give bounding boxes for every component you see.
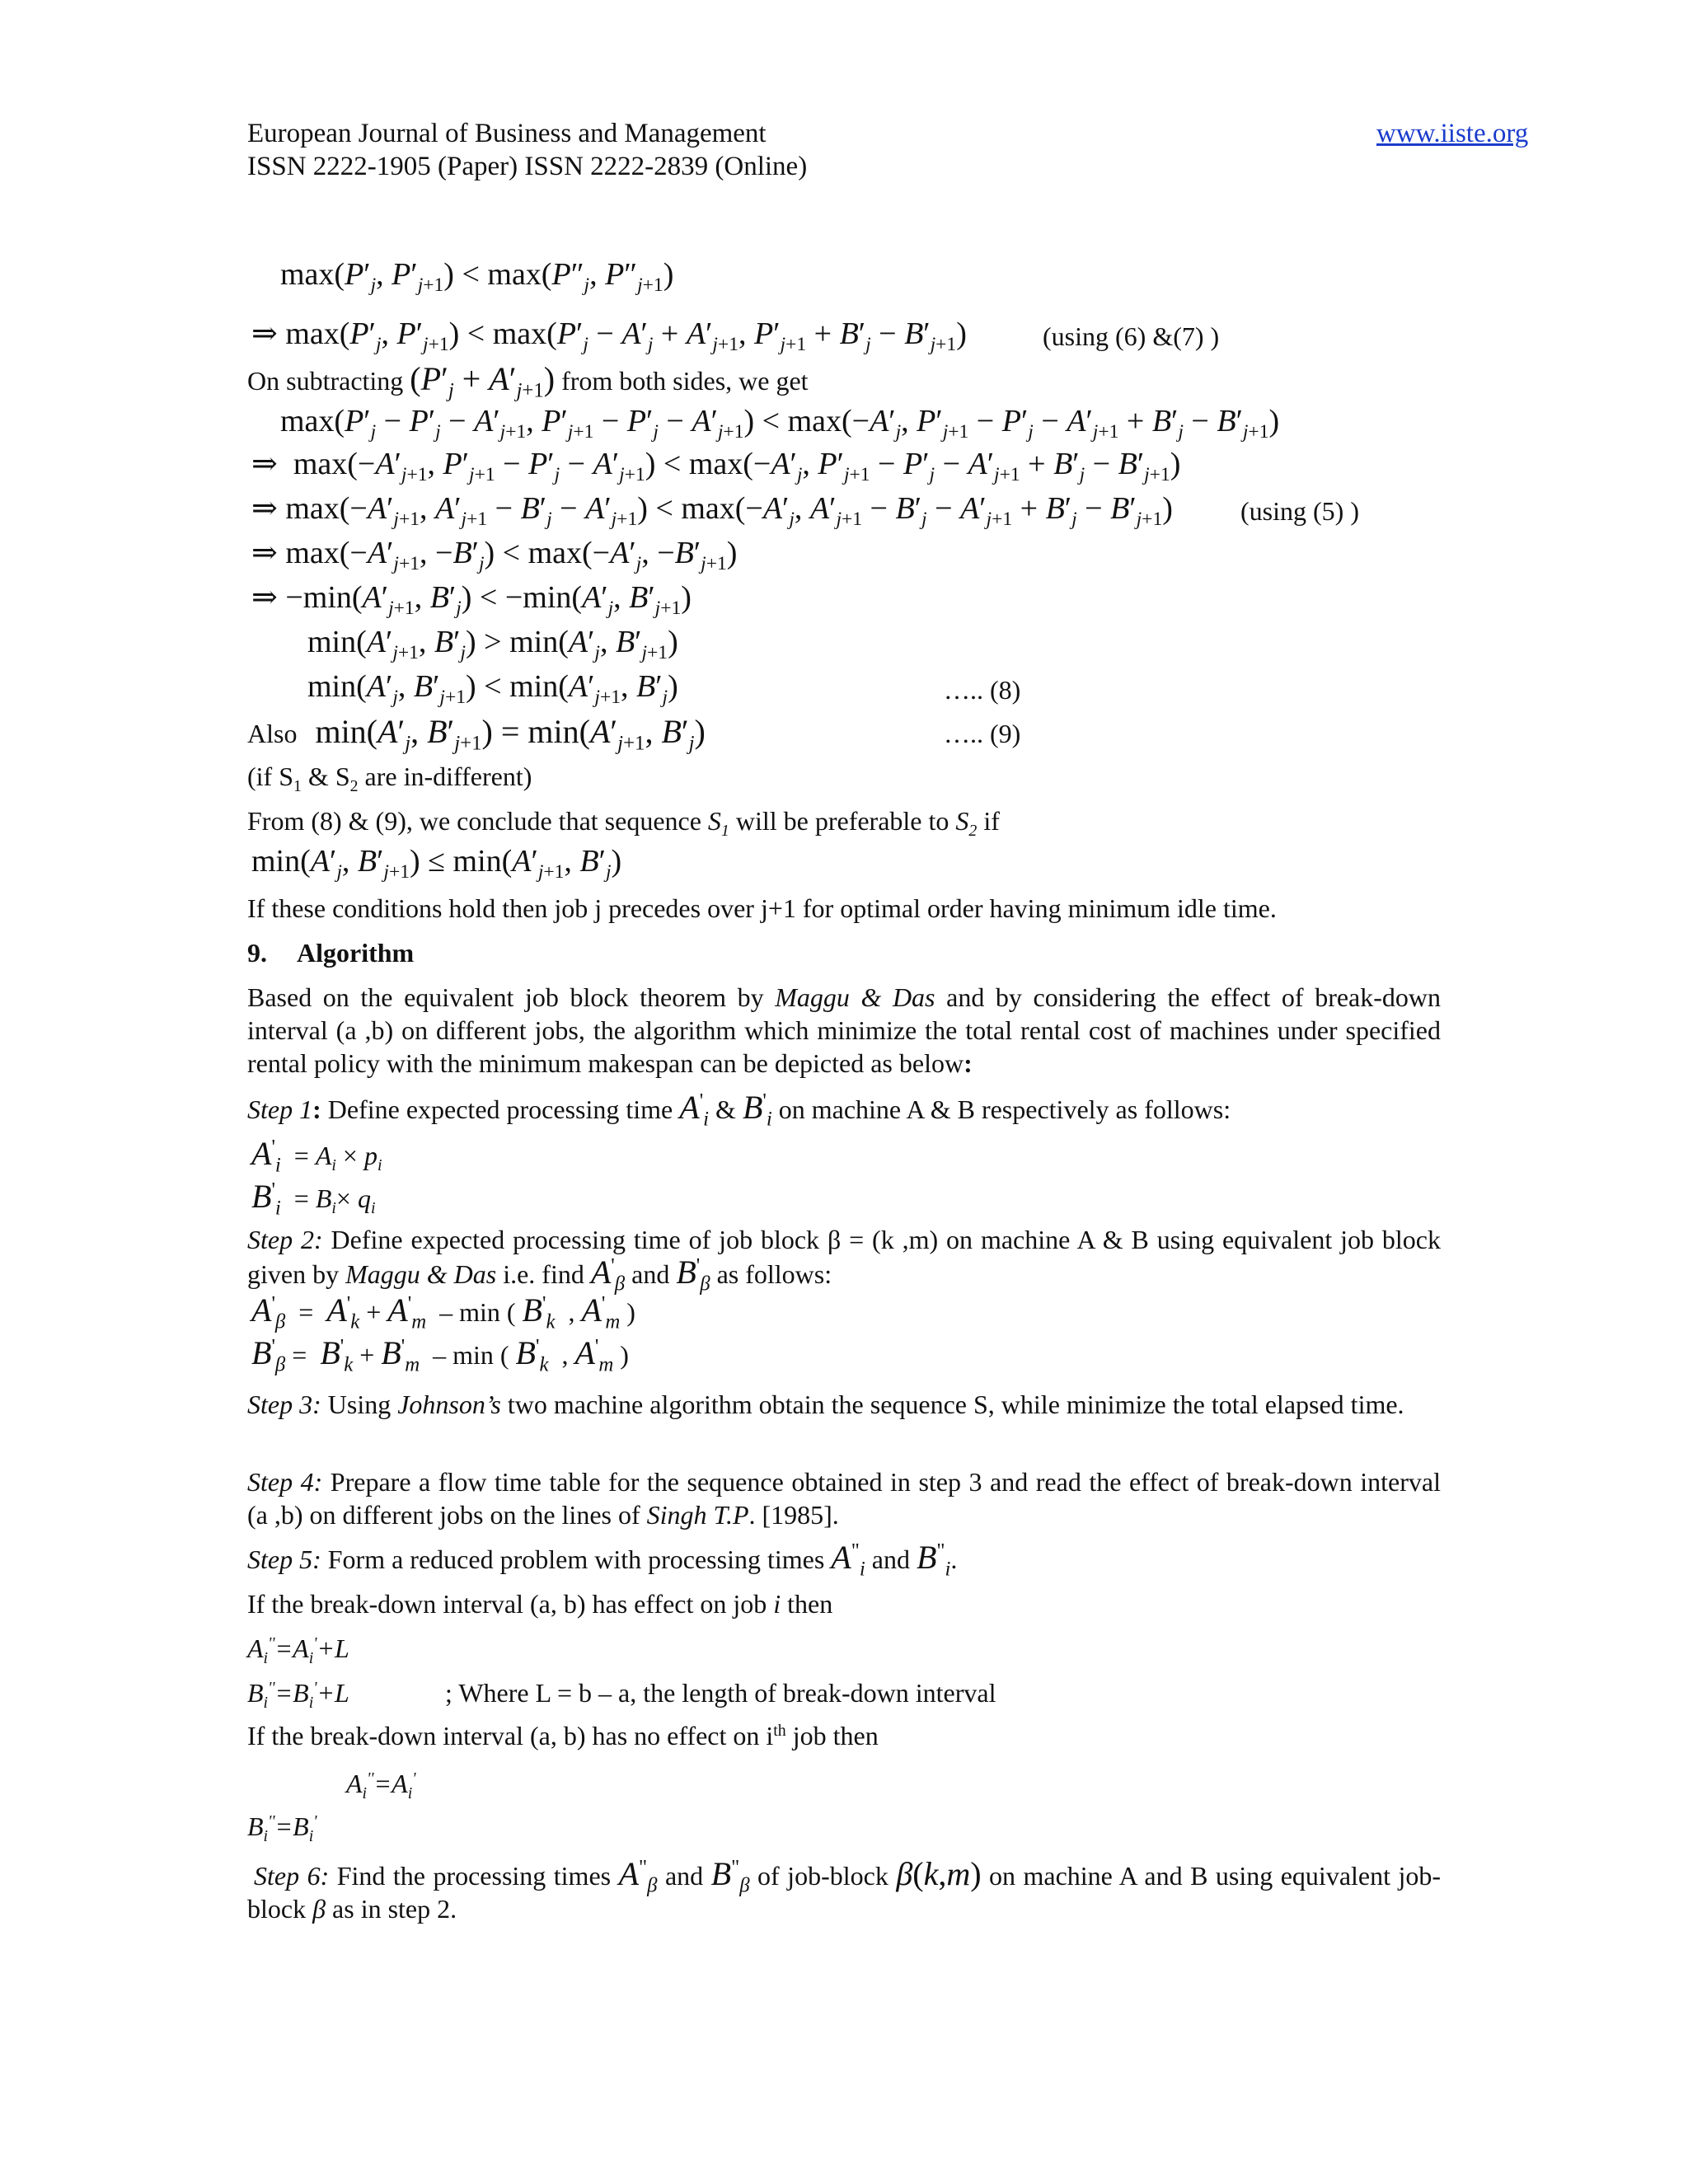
step2-formula-a: $A'_\beta = A'_k + A'_m - \min$ ( $B'_k$ , $A'_m$ ) xyxy=(251,1291,635,1333)
equation-5: ⇒ $\max(-A'_{j+1}$, $A'_{j+1} - B'_j - A'_{j+1}) < \max(-A'_j$, $A'_{j+1} - B'_j - A'_{j+1} + B'_j - B'_{j+1}$) xyxy=(251,491,1173,531)
step1-label: Step 1 xyxy=(247,1094,313,1124)
para1-text-c: and by considering the effect of break-down interval (a ,b) on different jobs, the algorithm which minimize the total rental cost of machines under specified rental policy with the minimum makespan can be depicted as below xyxy=(247,982,1442,1078)
step5-label: Step 5: xyxy=(247,1544,321,1574)
step1-amp: & xyxy=(709,1094,743,1124)
subtract-math: $(P'_j + A'_{j+1})$ xyxy=(410,360,556,402)
journal-issn: ISSN 2222-1905 (Paper) ISSN 2222-2839 (Online) xyxy=(247,152,808,181)
step3-label: Step 3: xyxy=(247,1390,321,1419)
equation-condition: $\min(A'_j$, $B'_{j+1}) \le \min(A'_{j+1}$, $B'_j$) xyxy=(251,844,622,883)
step6-beta: β xyxy=(312,1894,326,1924)
indiff-text-c: are in-different) xyxy=(358,762,532,791)
step6-math-b: $B^"_\beta$ xyxy=(710,1855,750,1897)
equation-3: $\max(P'_j - P'_j - A'_{j+1}$, $P'_{j+1} - P'_j - A'_{j+1}) < \max(-A'_j$, $P'_{j+1} - P'_j - A'_{j+1} + B'_j - B'_{j+1}$) xyxy=(280,404,1280,443)
step4-paragraph xyxy=(247,1465,1441,1531)
also-text: Also xyxy=(247,719,298,748)
para1-text-a: Based on the equivalent job block theorem by xyxy=(247,982,776,1012)
step2-formula-b: $B'_\beta = B'_k + B'_m - \min$ ( $B'_k$ , $A'_m$ ) xyxy=(251,1334,629,1376)
step6-paragraph xyxy=(247,1855,1442,1925)
subtract-post-text: from both sides, we get xyxy=(561,366,809,396)
para1-colon: : xyxy=(964,1048,973,1078)
step3-text-c: two machine algorithm obtain the sequence S, while minimize the total elapsed time. xyxy=(500,1390,1404,1419)
para1-text-b: Maggu & Das xyxy=(775,982,935,1012)
step1-formula-b: $B'_i = B_i\times q_i$ xyxy=(251,1178,376,1220)
step2-label: Step 2: xyxy=(247,1225,323,1254)
conclude-text-b: will be preferable to xyxy=(729,806,956,836)
equation-8: $\min(A'_{j+1}$, $B'_j) > \min(A'_j$, $B'_{j+1}$) xyxy=(307,625,678,664)
step6-text-d: as in step 2. xyxy=(326,1894,457,1924)
indiff-text-a: (if S xyxy=(247,762,293,791)
step6-text-c: on machine A and B using equivalent job-block xyxy=(247,1861,1442,1924)
paragraph-algorithm-intro xyxy=(247,981,1441,1080)
step1-math-a: $A'_i$ xyxy=(679,1089,710,1131)
also-line xyxy=(247,713,706,755)
indifferent-line: (if $S_1$ & $S_2$ are in-different) xyxy=(247,762,532,795)
noeffect-line xyxy=(247,1719,879,1752)
step2-paragraph xyxy=(247,1223,1442,1296)
conclude-line: From (8) & (9), we conclude that sequence $S_1$ will be preferable to $S_2$ if xyxy=(247,806,1000,840)
note-using-6-7: (using (6) &(7) ) xyxy=(1043,321,1220,351)
step6-math-a: $A^"_\beta$ xyxy=(618,1855,658,1897)
step6-label: Step 6: xyxy=(254,1861,330,1891)
equation-2: ⇒ $\max(P'_j$, $P'_{j+1}) < \max(P'_j - A'_j + A'_{j+1}$, $P'_{j+1} + B'_j - B'_{j+1}$) xyxy=(251,316,967,356)
step1-text-b: on machine A & B respectively as follows: xyxy=(778,1094,1231,1124)
conclude-text-c: if xyxy=(977,806,1000,836)
also-math: $\min(A'_j$, $B'_{j+1}) = \min(A'_{j+1}$, $B'_j$) xyxy=(315,713,706,755)
step3-text-b: Johnson’s xyxy=(397,1390,501,1419)
noeffect-text-b: job then xyxy=(785,1721,879,1750)
step1-text-a: Define expected processing time xyxy=(321,1094,680,1124)
step2-text-b: Maggu & Das xyxy=(345,1259,497,1289)
step3-text-a: Using xyxy=(321,1390,398,1419)
equation-6: ⇒ $\max(-A'_{j+1}$, $-B'_j) < \max(-A'_j$, $-B'_{j+1}$) xyxy=(251,536,738,575)
effect-line xyxy=(247,1587,832,1620)
effect-formula-b: $B_i''=B_i'+L$ xyxy=(247,1678,349,1712)
indiff-text-b: & S xyxy=(301,762,350,791)
noeffect-formula-b: $B_i''=B_i'$ xyxy=(247,1811,317,1845)
step6-and: and xyxy=(657,1861,711,1891)
step4-text-b: Singh T.P xyxy=(646,1500,749,1530)
where-text: ; Where L = b – a, the length of break-down interval xyxy=(445,1678,996,1708)
noeffect-text-a: If the break-down interval (a, b) has no effect on i xyxy=(247,1721,774,1750)
conclude-text-a: From (8) & (9), we conclude that sequence xyxy=(247,806,708,836)
step5-math-a: $A^"_i$ xyxy=(831,1539,865,1581)
equation-4: ⇒ $\max(-A'_{j+1}$, $P'_{j+1} - P'_j - A'_{j+1}) < \max(-A'_j$, $P'_{j+1} - P'_j - A'_{j+1} + B'_j - B'_{j+1}$) xyxy=(251,447,1181,486)
step4-label: Step 4: xyxy=(247,1467,323,1497)
step3-paragraph xyxy=(247,1388,1441,1421)
step1-math-b: $B'_i$ xyxy=(742,1089,772,1131)
step5-text-a: Form a reduced problem with processing times xyxy=(321,1544,832,1574)
step1-formula-a: $A'_i = A_i \times p_i$ xyxy=(251,1135,382,1177)
conditions-hold-text: If these conditions hold then job j precedes over j+1 for optimal order having minimum idle time. xyxy=(247,893,1277,923)
step2-text-a: Define expected processing time of job block β = (k ,m) on machine A & B using equivalent job block given by xyxy=(247,1225,1442,1289)
step5-math-b: $B^"_i$ xyxy=(916,1539,951,1581)
note-ref-9: ….. (9) xyxy=(944,719,1021,748)
equation-1: $\max(P'_j$, $P'_{j+1}) < \max(P''_j$, $P''_{j+1}$) xyxy=(280,257,674,297)
subtract-line xyxy=(247,360,809,402)
step4-text-a: Prepare a flow time table for the sequence obtained in step 3 and read the effect of break-down interval (a ,b) on different jobs on the lines of xyxy=(247,1467,1442,1530)
equation-9: $\min(A'_j$, $B'_{j+1}) < \min(A'_{j+1}$, $B'_j$) xyxy=(307,669,678,709)
step6-math-beta: β(k,m) xyxy=(896,1855,982,1892)
step2-and: and xyxy=(625,1259,677,1289)
step5-end: . xyxy=(950,1544,958,1574)
note-using-5: (using (5) ) xyxy=(1240,496,1359,526)
effect-text-b: then xyxy=(781,1589,833,1619)
step1-colon: : xyxy=(312,1094,321,1124)
noeffect-sup: th xyxy=(773,1722,786,1741)
step2-text-d: as follows: xyxy=(710,1259,832,1289)
step6-text-a: Find the processing times xyxy=(329,1861,619,1891)
effect-text-i: i xyxy=(773,1589,781,1619)
section-number: 9. xyxy=(247,938,267,968)
step2-math-a: $A'_\beta$ xyxy=(590,1254,626,1296)
step1-line xyxy=(247,1089,1231,1131)
step6-text-b: of job-block xyxy=(749,1861,897,1891)
subtract-pre-text: On subtracting xyxy=(247,366,404,396)
effect-formula-a: $A_i''=A_i'+L$ xyxy=(247,1633,349,1667)
step4-text-c: . [1985]. xyxy=(748,1500,839,1530)
journal-website-link[interactable]: www.iiste.org xyxy=(1376,119,1529,148)
journal-title: European Journal of Business and Management xyxy=(247,119,767,148)
effect-text-a: If the break-down interval (a, b) has effect on job xyxy=(247,1589,774,1619)
step2-text-c: i.e. find xyxy=(496,1259,591,1289)
noeffect-formula-a: $A_i''=A_i'$ xyxy=(346,1769,416,1802)
section-heading xyxy=(247,936,414,969)
step2-math-b: $B'_\beta$ xyxy=(676,1254,710,1296)
section-title: Algorithm xyxy=(297,938,415,968)
equation-7: ⇒ $-\min(A'_{j+1}$, $B'_j) < -\min(A'_j$, $B'_{j+1}$) xyxy=(251,580,692,620)
step5-and: and xyxy=(865,1544,917,1574)
note-ref-8: ….. (8) xyxy=(944,675,1021,705)
step5-line xyxy=(247,1539,958,1581)
